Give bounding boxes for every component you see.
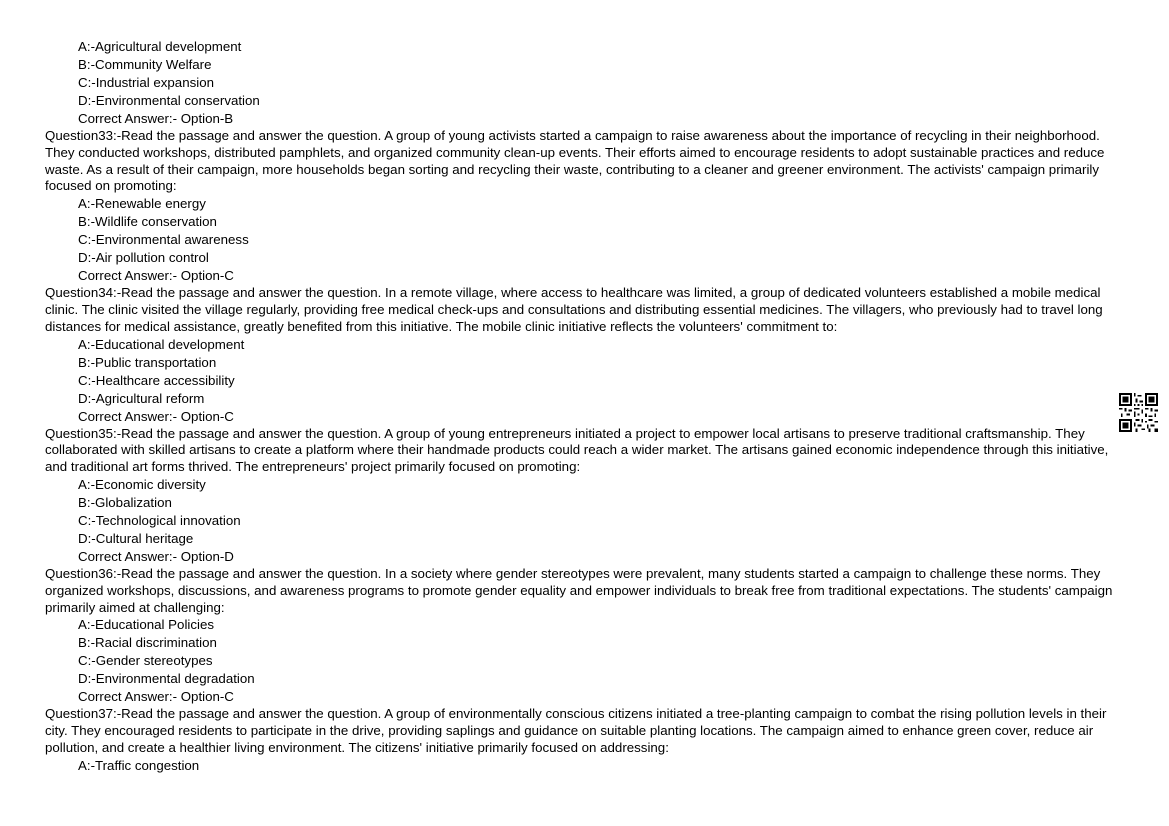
option-b: B:-Wildlife conservation <box>78 214 217 230</box>
question-37: Question37:-Read the passage and answer the question. A group of environmentally conscious citizens initiated a tree-planting campaign to combat the rising pollution levels in their city. They encouraged residents to participate in the drive, providing saplings and guidance on suitable planting locations. The campaign aimed to enhance green cover, reduce air pollution, and create a healthier living environment. The citizens' initiative primarily focused on addressing: <box>45 706 1107 755</box>
question-34: Question34:-Read the passage and answer the question. In a remote village, where access to healthcare was limited, a group of dedicated volunteers established a mobile medical clinic. The clinic visited the village regularly, providing free medical check-ups and consultations and distributing essential medicines. The villagers, who previously had to travel long distances for medical assistance, greatly benefited from this initiative. The mobile clinic initiative reflects the volunteers' commitment to: <box>45 285 1103 334</box>
option-b: B:-Community Welfare <box>78 57 212 72</box>
option-d: D:-Cultural heritage <box>78 530 194 546</box>
option-c: C:-Environmental awareness <box>78 232 249 248</box>
correct-answer: Correct Answer:- Option-C <box>78 408 234 424</box>
option-a: A:-Renewable energy <box>78 196 206 212</box>
option-a: A:-Educational Policies <box>78 617 214 633</box>
option-b: B:-Racial discrimination <box>78 635 217 651</box>
correct-answer: Correct Answer:- Option-B <box>78 111 234 126</box>
option-d: D:-Environmental conservation <box>78 93 260 108</box>
qr-code-icon <box>1119 393 1158 432</box>
option-a: A:-Agricultural development <box>78 39 242 54</box>
question-35: Question35:-Read the passage and answer the question. A group of young entrepreneurs initiated a project to empower local artisans to preserve traditional craftsmanship. They collaborated with skilled artisans to create a platform where their handmade products could reach a wider market. The artisans gained economic independence through this initiative, and traditional art forms thrived. The entrepreneurs' project primarily focused on promoting: <box>45 425 1109 475</box>
option-a: A:-Traffic congestion <box>78 757 200 773</box>
correct-answer: Correct Answer:- Option-C <box>78 689 234 705</box>
correct-answer: Correct Answer:- Option-C <box>78 268 234 284</box>
option-c: C:-Technological innovation <box>78 512 241 528</box>
option-a: A:-Educational development <box>78 336 245 352</box>
option-c: C:-Gender stereotypes <box>78 653 213 669</box>
document-body <box>45 38 1130 775</box>
option-c: C:-Healthcare accessibility <box>78 372 235 388</box>
question-33: Question33:-Read the passage and answer the question. A group of young activists started a campaign to raise awareness about the importance of recycling in their neighborhood. They conducted workshops, distributed pamphlets, and organized community clean-up events. Their efforts aimed to encourage residents to adopt sustainable practices and reduce waste. As a result of their campaign, more households began sorting and recycling their waste, contributing to a cleaner and greener environment. The activists' campaign primarily focused on promoting: <box>45 128 1105 194</box>
correct-answer: Correct Answer:- Option-D <box>78 548 234 564</box>
option-a: A:-Economic diversity <box>78 476 206 492</box>
option-b: B:-Globalization <box>78 494 172 510</box>
option-d: D:-Environmental degradation <box>78 671 255 687</box>
option-b: B:-Public transportation <box>78 354 217 370</box>
option-d: D:-Agricultural reform <box>78 390 205 406</box>
option-c: C:-Industrial expansion <box>78 75 214 90</box>
option-d: D:-Air pollution control <box>78 250 209 266</box>
question-36: Question36:-Read the passage and answer the question. In a society where gender stereotypes were prevalent, many students started a campaign to challenge these norms. They organized workshops, discussions, and awareness programs to promote gender equality and empower individuals to break free from traditional expectations. The students' campaign primarily aimed at challenging: <box>45 565 1113 615</box>
